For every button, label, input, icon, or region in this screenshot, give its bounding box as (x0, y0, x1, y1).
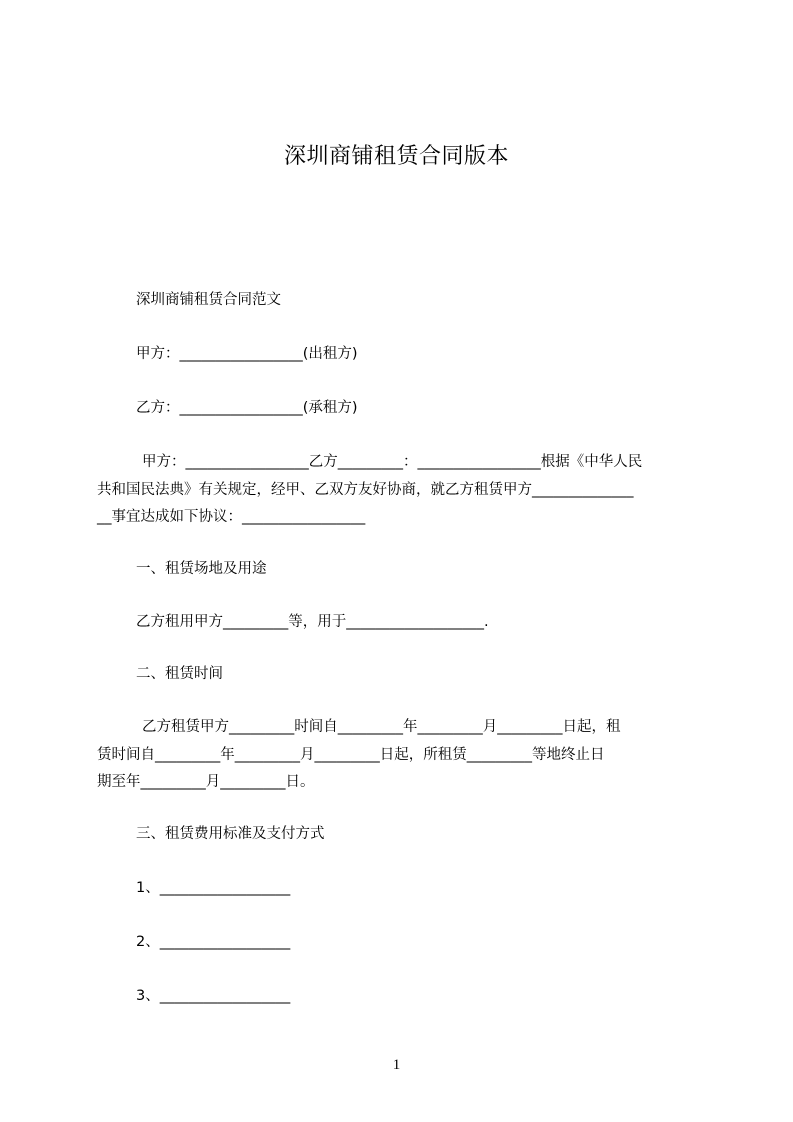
section-3-item-1: 1、__________________ (136, 880, 291, 896)
preamble-line-1: 甲方：_________________乙方_________：_________________根据《中华人民 (142, 454, 643, 470)
section-2-body-line-2: 赁时间自_________年_________月_________日起，所租赁_________等地终止日 (97, 747, 605, 763)
preamble-line-2: 共和国民法典》有关规定，经甲、乙双方友好协商，就乙方租赁甲方______________ (97, 482, 634, 498)
section-1-body: 乙方租用甲方_________等，用于___________________. (136, 614, 489, 630)
party-b-line: 乙方：_________________(承租方) (136, 400, 358, 416)
section-1-heading: 一、租赁场地及用途 (136, 561, 267, 577)
page-number: 1 (392, 1057, 401, 1073)
section-3-item-2: 2、__________________ (136, 934, 291, 950)
section-3-item-3: 3、__________________ (136, 988, 291, 1004)
preamble-line-3: __事宜达成如下协议：_________________ (97, 509, 366, 525)
section-2-heading: 二、租赁时间 (136, 666, 223, 682)
section-3-heading: 三、租赁费用标准及支付方式 (136, 826, 325, 842)
party-a-line: 甲方：_________________(出租方) (136, 346, 358, 362)
section-2-body-line-1: 乙方租赁甲方_________时间自_________年_________月_________日起，租 (142, 719, 621, 735)
document-subtitle: 深圳商铺租赁合同范文 (136, 292, 281, 308)
section-2-body-line-3: 期至年_________月_________日。 (97, 774, 315, 790)
document-title: 深圳商铺租赁合同版本 (283, 144, 509, 169)
